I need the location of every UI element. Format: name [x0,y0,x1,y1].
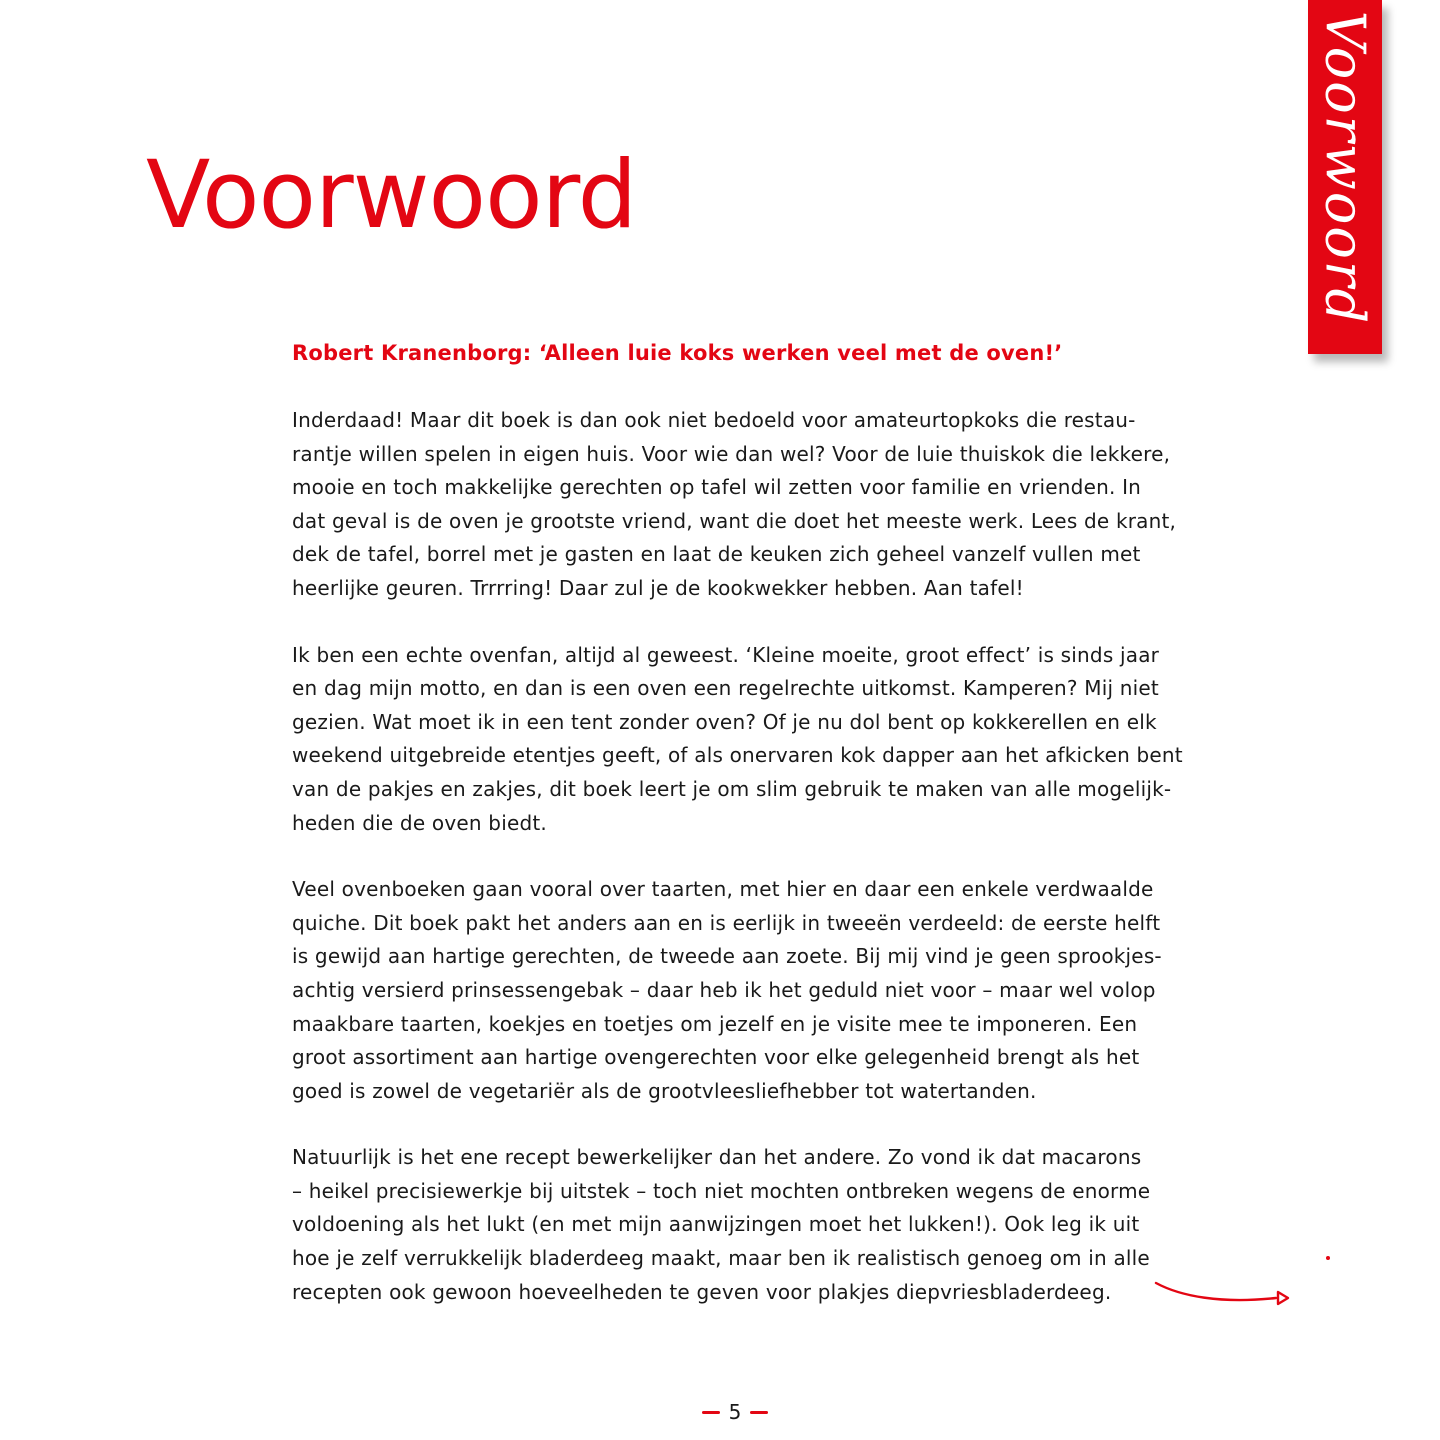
page-number: 5 [728,1400,742,1424]
text-line: hoe je zelf verrukkelijk bladerdeeg maakt, maar ben ik realistisch genoeg om in alle [292,1246,1150,1271]
text-line: achtig versierd prinsessengebak – daar heb ik het geduld niet voor – maar wel volop [292,977,1156,1002]
text-line: en dag mijn motto, en dan is een oven een regelrechte uitkomst. Kamperen? Mij niet [292,676,1159,701]
text-line: groot assortiment aan hartige ovengerechten voor elke gelegenheid brengt als het [292,1045,1140,1070]
paragraph-2 [292,639,1182,841]
text-line: dek de tafel, borrel met je gasten en laat de keuken zich geheel vanzelf vullen met [292,542,1141,567]
page-number-dash-right [750,1411,768,1414]
text-line: mooie en toch makkelijke gerechten op tafel wil zetten voor familie en vrienden. In [292,475,1142,500]
text-line: gezien. Wat moet ik in een tent zonder oven? Of je nu dol bent op kokkerellen en elk [292,709,1157,734]
text-line: dat geval is de oven je grootste vriend, want die doet het meeste werk. Lees de krant, [292,508,1177,533]
text-line: rantje willen spelen in eigen huis. Voor wie dan wel? Voor de luie thuiskok die lekkere, [292,441,1171,466]
text-line: Natuurlijk is het ene recept bewerkelijker dan het andere. Zo vond ik dat macarons [292,1145,1142,1170]
side-tab [1308,0,1382,354]
article-subtitle: Robert Kranenborg: ‘Alleen luie koks werken veel met de oven!’ [292,341,1063,365]
text-line: maakbare taarten, koekjes en toetjes om jezelf en je visite mee te imponeren. Een [292,1011,1138,1036]
text-line: – heikel precisiewerkje bij uitstek – toch niet mochten ontbreken wegens de enorme [292,1178,1151,1203]
paragraph-1 [292,404,1182,606]
text-line: Veel ovenboeken gaan vooral over taarten, met hier en daar een enkele verdwaalde [292,877,1154,902]
article-body [292,336,1182,1342]
page-title: Voorwoord [146,141,637,250]
text-line: Ik ben een echte ovenfan, altijd al geweest. ‘Kleine moeite, groot effect’ is sinds jaar [292,642,1160,667]
text-line: van de pakjes en zakjes, dit boek leert je om slim gebruik te maken van alle mogelijk- [292,776,1172,801]
side-tab-label: Voorwoord [1313,10,1377,326]
text-line: Inderdaad! Maar dit boek is dan ook niet bedoeld voor amateurtopkoks die restau- [292,408,1136,432]
text-line: heerlijke geuren. Trrrring! Daar zul je de kookwekker hebben. Aan tafel! [292,575,1024,600]
text-line: recepten ook gewoon hoeveelheden te geven voor plakjes diepvriesbladerdeeg. [292,1279,1112,1304]
arrow-right-icon[interactable] [1150,1250,1300,1320]
paragraph-3 [292,873,1182,1108]
text-line: quiche. Dit boek pakt het anders aan en is eerlijk in tweeën verdeeld: de eerste helft [292,910,1161,935]
text-line: weekend uitgebreide etentjes geeft, of als onervaren kok dapper aan het afkicken bent [292,743,1183,768]
dot-decor [1322,1252,1334,1264]
paragraph-4 [292,1141,1182,1309]
text-line: is gewijd aan hartige gerechten, de tweede aan zoete. Bij mij vind je geen sprookjes- [292,944,1162,969]
text-line: voldoening als het lukt (en met mijn aanwijzingen moet het lukken!). Ook leg ik uit [292,1212,1140,1237]
text-line: goed is zowel de vegetariër als de grootvleesliefhebber tot watertanden. [292,1078,1037,1103]
text-line: heden die de oven biedt. [292,810,547,835]
page-number-footer [702,1392,768,1432]
